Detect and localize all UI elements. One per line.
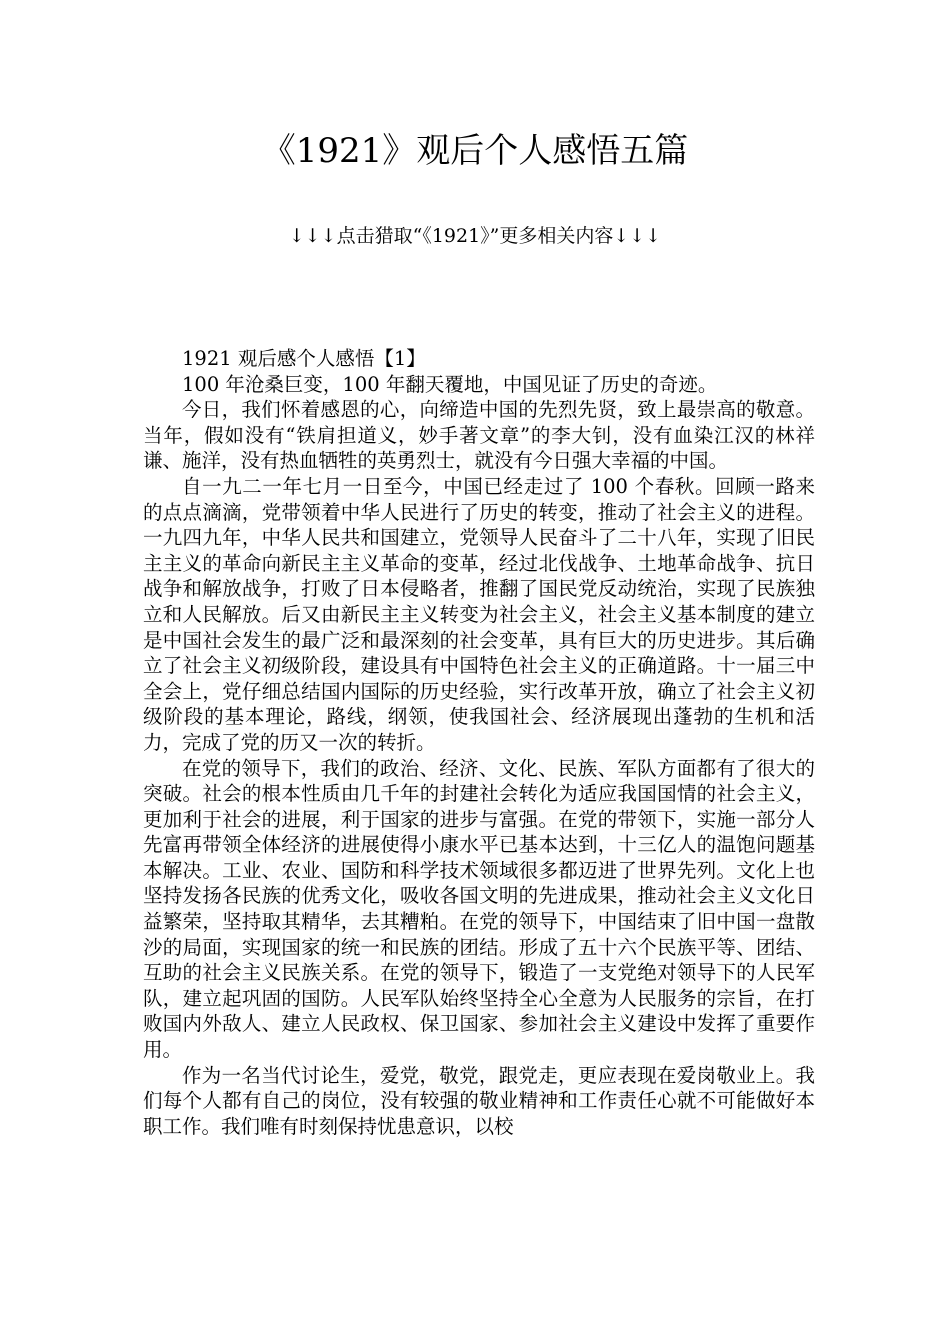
promo-link[interactable]: ↓↓↓点击猎取“《1921》”更多相关内容↓↓↓ [288, 225, 662, 247]
document-title: 《1921》观后个人感悟五篇 [261, 131, 689, 171]
document-body [143, 346, 815, 1139]
paragraph: 作为一名当代讨论生，爱党，敬党，跟党走，更应表现在爱岗敬业上。我们每个人都有自己的岗位，没有较强的敬业精神和工作责任心就不可能做好本职工作。我们唯有时刻保持忧患意识，以校 [143, 1063, 815, 1138]
section-heading: 1921 观后感个人感悟【1】 [182, 347, 426, 370]
paragraph: 今日，我们怀着感恩的心，向缔造中国的先烈先贤，致上最崇高的敬意。当年，假如没有“铁肩担道义，妙手著文章”的李大钊，没有血染江汉的林祥谦、施洋，没有热血牺牲的英勇烈士，就没有今日强大幸福的中国。 [143, 398, 815, 473]
paragraph: 在党的领导下，我们的政治、经济、文化、民族、军队方面都有了很大的突破。社会的根本性质由几千年的封建社会转化为适应我国国情的社会主义，更加利于社会的进展，利于国家的进步与富强。在党的带领下，实施一部分人先富再带领全体经济的进展使得小康水平已基本达到，十三亿人的温饱问题基本解决。工业、农业、国防和科学技术领域很多都迈进了世界先列。文化上也坚持发扬各民族的优秀文化，吸收各国文明的先进成果，推动社会主义文化日益繁荣，坚持取其精华，去其糟粕。在党的领导下，中国结束了旧中国一盘散沙的局面，实现国家的统一和民族的团结。形成了五十六个民族平等、团结、互助的社会主义民族关系。在党的领导下，锻造了一支党绝对领导下的人民军队，建立起巩固的国防。人民军队始终坚持全心全意为人民服务的宗旨，在打败国内外敌人、建立人民政权、保卫国家、参加社会主义建设中发挥了重要作用。 [143, 756, 815, 1062]
paragraph: 100 年沧桑巨变，100 年翻天覆地，中国见证了历史的奇迹。 [182, 372, 718, 396]
paragraph: 自一九二一年七月一日至今，中国已经走过了 100 个春秋。回顾一路来的点点滴滴，党带领着中华人民进行了历史的转变，推动了社会主义的进程。一九四九年，中华人民共和国建立，党领导人民奋斗了二十八年，实现了旧民主主义的革命向新民主主义革命的变革，经过北伐战争、土地革命战争、抗日战争和解放战争，打败了日本侵略者，推翻了国民党反动统治，实现了民族独立和人民解放。后又由新民主主义转变为社会主义，社会主义基本制度的建立是中国社会发生的最广泛和最深刻的社会变革，具有巨大的历史进步。其后确立了社会主义初级阶段，建设具有中国特色社会主义的正确道路。十一届三中全会上，党仔细总结国内国际的历史经验，实行改革开放，确立了社会主义初级阶段的基本理论，路线，纲领，使我国社会、经济展现出蓬勃的生机和活力，完成了党的历又一次的转折。 [143, 474, 815, 754]
